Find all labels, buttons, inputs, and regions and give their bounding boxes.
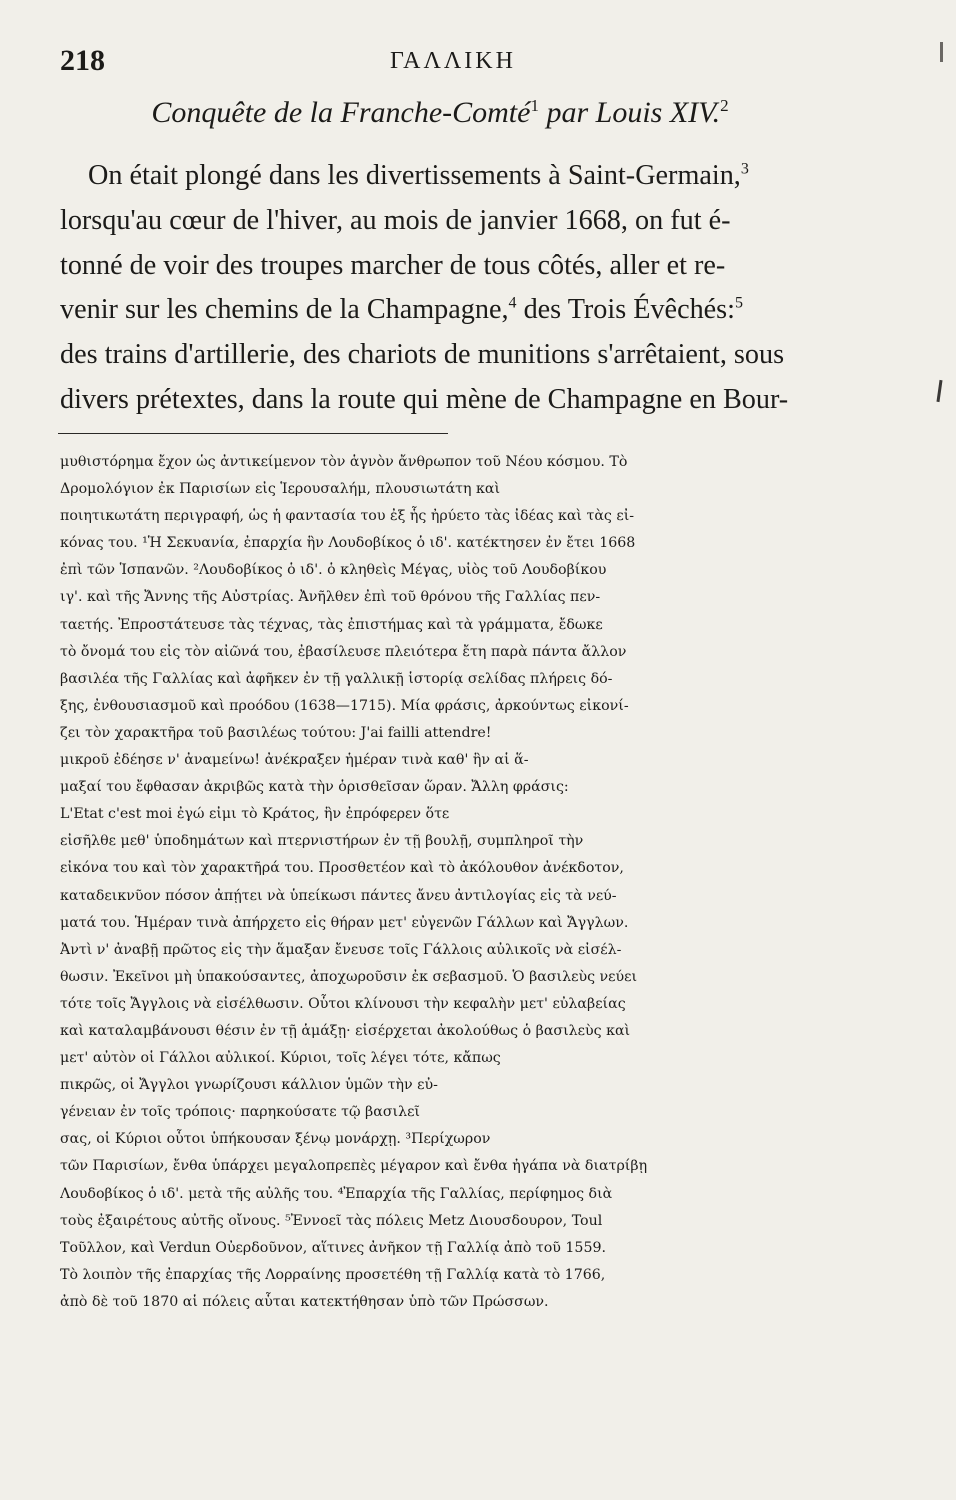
page-number: 218 (60, 44, 105, 77)
footnote-line: εἰσῆλθε μεθ' ὑποδημάτων καὶ πτερνιστήρων ἐν τῇ βουλῇ, συμπληροῖ τὴν (60, 833, 584, 850)
main-line: des trains d'artillerie, des chariots de munitions s'arrêtaient, sous (60, 339, 785, 371)
footnote-divider (58, 433, 448, 434)
note-ref: 4 (508, 295, 517, 312)
main-line (60, 288, 820, 333)
footnote-line: βασιλέα τῆς Γαλλίας καὶ ἀφῆκεν ἐν τῇ γαλλικῇ ἱστορίᾳ σελίδας πλήρεις δό- (60, 670, 613, 687)
footnote-line: κόνας του. ¹Ἡ Σεκυανία, ἐπαρχία ἣν Λουδοβίκος ὁ ιδ'. κατέκτησεν ἐν ἔτει 1668 (60, 535, 636, 552)
footnote-line: τότε τοῖς Ἄγγλοις νὰ εἰσέλθωσιν. Οὗτοι κλίνουσι τὴν κεφαλὴν μετ' εὐλαβείας (60, 995, 626, 1012)
section-title (60, 96, 820, 130)
footnote-line: ἀπὸ δὲ τοῦ 1870 αἱ πόλεις αὗται κατεκτήθησαν ὑπὸ τῶν Πρώσσων. (60, 1293, 549, 1310)
footnote-line: ποιητικωτάτη περιγραφή, ὡς ἡ φαντασία του ἐξ ἧς ἠρύετο τὰς ἰδέας καὶ τὰς εἰ- (60, 508, 635, 525)
footnote-line: τοὺς ἐξαιρέτους αὐτῆς οἴνους. ⁵Ἐννοεῖ τὰς πόλεις Metz Διουσδουρον, Toul (60, 1212, 603, 1229)
main-line-text: venir sur les chemins de la Champagne, (60, 294, 509, 326)
footnote-line: γένειαν ἐν τοῖς τρόποις· παρηκούσατε τῷ βασιλεῖ (60, 1104, 420, 1121)
title-note-ref-2: 2 (720, 96, 729, 115)
main-line: tonné de voir des troupes marcher de tous côtés, aller et re- (60, 249, 726, 281)
main-paragraph (60, 154, 820, 423)
main-line: divers prétextes, dans la route qui mène de Champagne en Bour- (60, 383, 789, 415)
title-prefix: Conquête de la Franche-Comté (151, 96, 531, 129)
footnote-line: θωσιν. Ἐκεῖνοι μὴ ὑπακούσαντες, ἀποχωροῦσιν ἐκ σεβασμοῦ. Ὁ βασιλεὺς νεύει (60, 968, 638, 985)
main-line (60, 154, 820, 199)
main-line-text: des Trois Évêchés: (516, 294, 735, 326)
footnote-line: Λουδοβίκος ὁ ιδ'. μετὰ τῆς αὐλῆς του. ⁴Ἐπαρχία τῆς Γαλλίας, περίφημος διὰ (60, 1185, 613, 1202)
footnotes (60, 449, 820, 1316)
footnote-line: ταετής. Ἐπροστάτευσε τὰς τέχνας, τὰς ἐπιστήμας καὶ τὰ γράμματα, ἔδωκε (60, 616, 603, 633)
note-ref: 5 (734, 295, 743, 312)
page-edge-mark (936, 380, 942, 402)
footnote-line: Τὸ λοιπὸν τῆς ἐπαρχίας τῆς Λορραίνης προσετέθη τῇ Γαλλίᾳ κατὰ τὸ 1766, (60, 1266, 606, 1283)
footnote-line: ξης, ἐνθουσιασμοῦ καὶ προόδου (1638—1715). Μία φράσις, ἀρκούντως εἰκονί- (60, 697, 629, 714)
footnote-line: μικροῦ ἐδέησε ν' ἀναμείνω! ἀνέκραξεν ἡμέραν τινὰ καθ' ἣν αἱ ἅ- (60, 752, 529, 769)
footnote-line: μαξαί του ἔφθασαν ἀκριβῶς κατὰ τὴν ὁρισθεῖσαν ὥραν. Ἄλλη φράσις: (60, 779, 569, 796)
footnote-line: μυθιστόρημα ἔχον ὡς ἀντικείμενον τὸν ἁγνὸν ἄνθρωπον τοῦ Νέου κόσμου. Τὸ (60, 454, 628, 470)
footnote-line: Ἀντὶ ν' ἀναβῇ πρῶτος εἰς τὴν ἅμαξαν ἔνευσε τοῖς Γάλλοις αὐλικοῖς νὰ εἰσέλ- (60, 941, 622, 958)
note-ref: 3 (740, 160, 749, 178)
title-note-ref-1: 1 (530, 96, 539, 115)
footnote-line: L'Etat c'est moi ἐγώ εἰμι τὸ Κράτος, ἣν ἐπρόφερεν ὅτε (60, 806, 450, 823)
main-line-text: On était plongé dans les divertissements à Saint-Germain, (88, 160, 741, 191)
main-line: lorsqu'au cœur de l'hiver, au mois de janvier 1668, on fut é- (60, 204, 731, 236)
footnote-line: καταδεικνῦον πόσον ἀπῄτει νὰ ὑπείκωσι πάντες ἄνευ ἀντιλογίας εἰς τὰ νεύ- (60, 887, 617, 904)
footnote-line: ιγ'. καὶ τῆς Ἄννης τῆς Αὐστρίας. Ἀνῆλθεν ἐπὶ τοῦ θρόνου τῆς Γαλλίας πεν- (60, 589, 601, 606)
footnote-line: τῶν Παρισίων, ἔνθα ὑπάρχει μεγαλοπρεπὲς μέγαρον καὶ ἔνθα ἠγάπα νὰ διατρίβῃ (60, 1158, 648, 1175)
footnote-line: καὶ καταλαμβάνουσι θέσιν ἐν τῇ ἁμάξῃ· εἰσέρχεται ἀκολούθως ὁ βασιλεὺς καὶ (60, 1022, 631, 1039)
footnote-line: ἐπὶ τῶν Ἱσπανῶν. ²Λουδοβίκος ὁ ιδ'. ὁ κληθεὶς Μέγας, υἱὸς τοῦ Λουδοβίκου (60, 562, 607, 579)
page-header (60, 44, 820, 84)
footnote-line: τὸ ὄνομά του εἰς τὸν αἰῶνά του, ἐβασίλευσε πλειότερα ἔτη παρὰ πάντα ἄλλον (60, 643, 627, 660)
footnote-line: πικρῶς, οἱ Ἄγγλοι γνωρίζουσι κάλλιον ὑμῶν τὴν εὐ- (60, 1077, 438, 1094)
footnote-line: Δρομολόγιον ἐκ Παρισίων εἰς Ἱερουσαλήμ, πλουσιωτάτη καὶ (60, 481, 501, 498)
footnote-line: μετ' αὐτὸν οἱ Γάλλοι αὐλικοί. Κύριοι, τοῖς λέγει τότε, κἄπως (60, 1050, 501, 1067)
footnote-line: εἰκόνα του καὶ τὸν χαρακτῆρά του. Προσθετέον καὶ τὸ ἀκόλουθον ἀνέκδοτον, (60, 860, 624, 877)
page-edge-mark (940, 42, 943, 62)
footnote-line: ζει τὸν χαρακτῆρα τοῦ βασιλέως τούτου: J'ai failli attendre! (60, 724, 492, 741)
running-head: ΓΑΛΛΙΚΗ (390, 48, 516, 74)
footnote-line: Τοῦλλον, καὶ Verdun Οὐερδοῦνον, αἵτινες ἀνῆκον τῇ Γαλλίᾳ ἀπὸ τοῦ 1559. (60, 1239, 607, 1256)
footnote-line: ματά του. Ἡμέραν τινὰ ἀπήρχετο εἰς θήραν μετ' εὐγενῶν Γάλλων καὶ Ἄγγλων. (60, 914, 629, 931)
title-middle: par Louis XIV. (538, 96, 721, 129)
footnote-line: σας, οἱ Κύριοι οὗτοι ὑπήκουσαν ξένῳ μονάρχῃ. ³Περίχωρον (60, 1131, 491, 1148)
